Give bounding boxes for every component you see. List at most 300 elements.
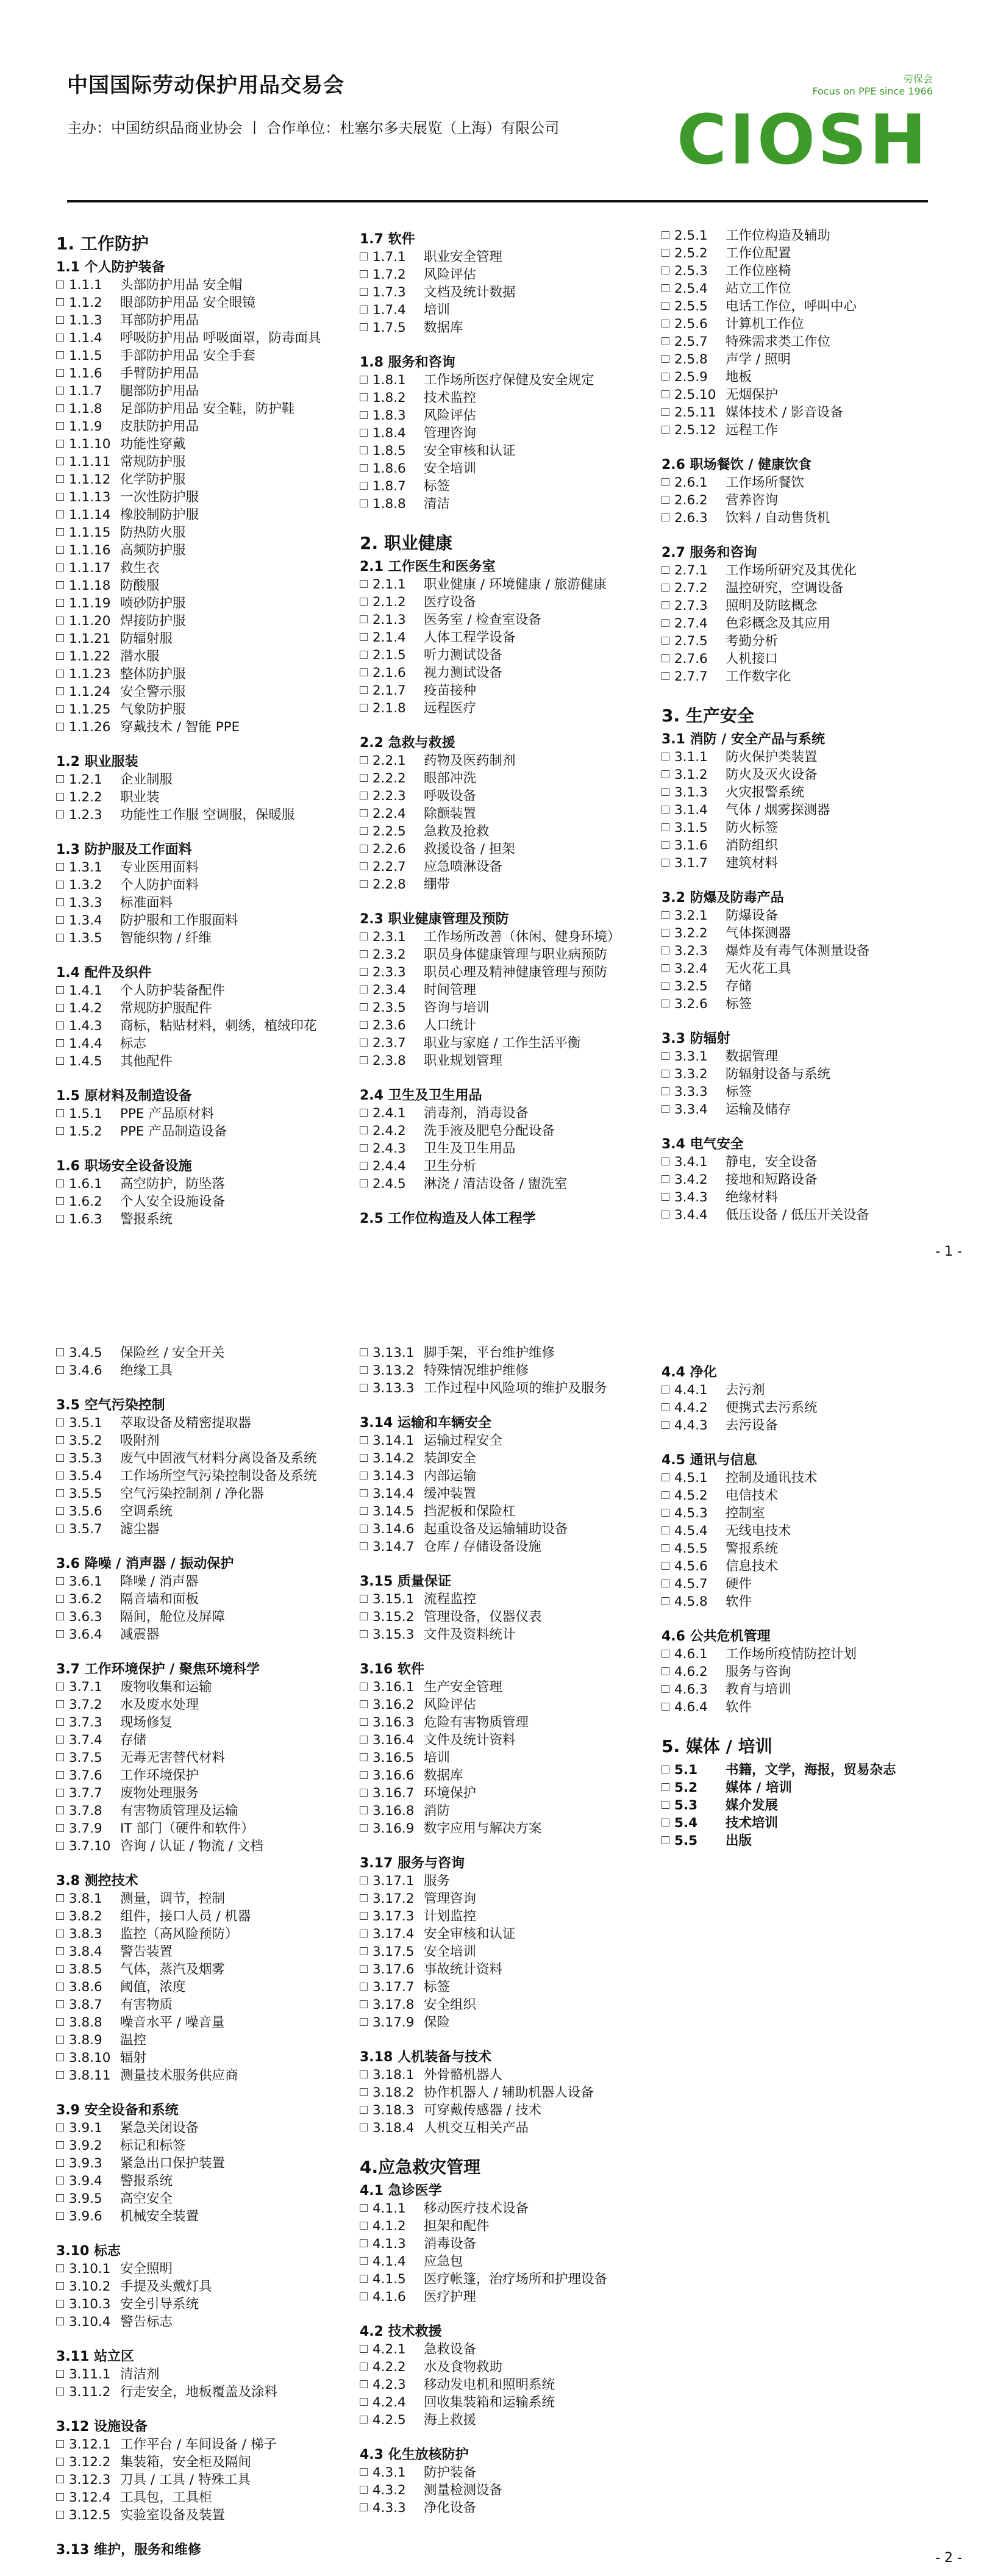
- checkbox[interactable]: [56, 1021, 64, 1029]
- checkbox[interactable]: [662, 231, 669, 239]
- checklist-item[interactable]: [56, 294, 349, 312]
- checklist-item[interactable]: [360, 1678, 652, 1696]
- checkbox[interactable]: [56, 422, 64, 430]
- checklist-item[interactable]: [56, 2172, 349, 2190]
- checkbox[interactable]: [56, 793, 64, 801]
- checkbox[interactable]: [56, 2141, 64, 2149]
- checklist-item[interactable]: [56, 806, 349, 824]
- checklist-item[interactable]: [662, 245, 954, 262]
- checkbox[interactable]: [56, 775, 64, 783]
- checklist-item[interactable]: [56, 1626, 349, 1644]
- checklist-item[interactable]: [360, 1802, 652, 1820]
- checklist-item[interactable]: [662, 1593, 954, 1611]
- checklist-item[interactable]: [56, 1837, 349, 1855]
- checkbox[interactable]: [56, 1983, 64, 1991]
- checklist-item[interactable]: [56, 859, 349, 876]
- checkbox[interactable]: [360, 2363, 368, 2370]
- checklist-item[interactable]: [360, 770, 652, 787]
- checklist-item[interactable]: [56, 1714, 349, 1731]
- checkbox[interactable]: [360, 1039, 368, 1046]
- checklist-item[interactable]: [360, 2270, 652, 2288]
- checklist-item[interactable]: [662, 766, 954, 784]
- checkbox[interactable]: [56, 1348, 64, 1356]
- checklist-item[interactable]: [360, 1943, 652, 1961]
- checkbox[interactable]: [662, 1667, 669, 1675]
- checkbox[interactable]: [360, 1348, 368, 1356]
- checklist-item[interactable]: [56, 1820, 349, 1837]
- checkbox[interactable]: [56, 2388, 64, 2395]
- checkbox[interactable]: [56, 475, 64, 483]
- checklist-item[interactable]: [360, 1140, 652, 1157]
- checkbox[interactable]: [56, 863, 64, 871]
- checkbox[interactable]: [56, 2300, 64, 2308]
- checkbox[interactable]: [56, 2317, 64, 2325]
- checkbox[interactable]: [360, 809, 368, 817]
- checklist-item[interactable]: [360, 752, 652, 770]
- checkbox[interactable]: [56, 2053, 64, 2061]
- checkbox[interactable]: [360, 429, 368, 437]
- checkbox[interactable]: [56, 1930, 64, 1937]
- checklist-item[interactable]: [56, 2313, 349, 2331]
- checklist-item[interactable]: [360, 2411, 652, 2429]
- checklist-item[interactable]: [662, 1761, 954, 1779]
- checklist-item[interactable]: [360, 2481, 652, 2499]
- checkbox[interactable]: [662, 929, 669, 937]
- checkbox[interactable]: [56, 2000, 64, 2008]
- checkbox[interactable]: [360, 2222, 368, 2230]
- checklist-item[interactable]: [360, 1820, 652, 1837]
- checkbox[interactable]: [56, 898, 64, 906]
- checklist-item[interactable]: [56, 1943, 349, 1961]
- checklist-item[interactable]: [56, 894, 349, 912]
- checkbox[interactable]: [360, 774, 368, 782]
- checkbox[interactable]: [360, 499, 368, 507]
- checklist-item[interactable]: [360, 1450, 652, 1467]
- checkbox[interactable]: [662, 601, 669, 609]
- checklist-item[interactable]: [662, 978, 954, 995]
- checklist-item[interactable]: [662, 1171, 954, 1189]
- checkbox[interactable]: [360, 792, 368, 800]
- checklist-item[interactable]: [56, 2049, 349, 2067]
- checkbox[interactable]: [360, 2416, 368, 2424]
- checklist-item[interactable]: [662, 298, 954, 315]
- checkbox[interactable]: [662, 823, 669, 831]
- checklist-item[interactable]: [56, 2471, 349, 2489]
- checkbox[interactable]: [360, 393, 368, 401]
- checkbox[interactable]: [360, 1877, 368, 1884]
- checklist-item[interactable]: [662, 650, 954, 668]
- checkbox[interactable]: [56, 599, 64, 607]
- checklist-item[interactable]: [662, 837, 954, 854]
- checklist-item[interactable]: [56, 1467, 349, 1485]
- checklist-item[interactable]: [360, 840, 652, 858]
- checklist-item[interactable]: [56, 365, 349, 382]
- checklist-item[interactable]: [56, 1696, 349, 1714]
- checklist-item[interactable]: [56, 1908, 349, 1925]
- checklist-item[interactable]: [662, 1417, 954, 1434]
- checkbox[interactable]: [662, 964, 669, 972]
- checklist-item[interactable]: [360, 1485, 652, 1503]
- checklist-item[interactable]: [56, 542, 349, 559]
- checkbox[interactable]: [56, 1700, 64, 1708]
- checkbox[interactable]: [56, 1789, 64, 1797]
- checkbox[interactable]: [56, 1436, 64, 1444]
- checklist-item[interactable]: [662, 315, 954, 333]
- checkbox[interactable]: [662, 1070, 669, 1078]
- checklist-item[interactable]: [360, 999, 652, 1017]
- checkbox[interactable]: [360, 845, 368, 853]
- checkbox[interactable]: [56, 1771, 64, 1779]
- checklist-item[interactable]: [56, 1344, 349, 1362]
- checkbox[interactable]: [56, 1894, 64, 1902]
- checkbox[interactable]: [56, 1179, 64, 1187]
- checkbox[interactable]: [56, 334, 64, 342]
- checklist-item[interactable]: [360, 2235, 652, 2253]
- checkbox[interactable]: [56, 881, 64, 889]
- checkbox[interactable]: [360, 1144, 368, 1152]
- checklist-item[interactable]: [56, 1802, 349, 1820]
- checkbox[interactable]: [360, 1630, 368, 1638]
- checklist-item[interactable]: [662, 942, 954, 960]
- checkbox[interactable]: [56, 1366, 64, 1374]
- checkbox[interactable]: [360, 1366, 368, 1374]
- checklist-item[interactable]: [662, 1832, 954, 1850]
- checkbox[interactable]: [56, 1947, 64, 1955]
- checkbox[interactable]: [360, 2486, 368, 2494]
- checkbox[interactable]: [360, 376, 368, 384]
- checkbox[interactable]: [360, 968, 368, 976]
- checkbox[interactable]: [360, 668, 368, 676]
- checklist-item[interactable]: [56, 912, 349, 929]
- checkbox[interactable]: [360, 2468, 368, 2476]
- checklist-item[interactable]: [360, 611, 652, 629]
- checkbox[interactable]: [360, 252, 368, 260]
- checkbox[interactable]: [360, 651, 368, 659]
- checklist-item[interactable]: [662, 562, 954, 579]
- checklist-item[interactable]: [360, 1503, 652, 1520]
- checkbox[interactable]: [360, 288, 368, 296]
- checklist-item[interactable]: [56, 1035, 349, 1053]
- checklist-item[interactable]: [56, 665, 349, 683]
- checklist-item[interactable]: [360, 946, 652, 964]
- checklist-item[interactable]: [360, 266, 652, 284]
- checklist-item[interactable]: [360, 1978, 652, 1996]
- checklist-item[interactable]: [360, 284, 652, 301]
- checklist-item[interactable]: [56, 1017, 349, 1035]
- checklist-item[interactable]: [56, 1450, 349, 1467]
- checkbox[interactable]: [360, 1930, 368, 1937]
- checklist-item[interactable]: [56, 559, 349, 577]
- checklist-item[interactable]: [360, 646, 652, 664]
- checkbox[interactable]: [56, 281, 64, 288]
- checklist-item[interactable]: [662, 1814, 954, 1832]
- checkbox[interactable]: [360, 1789, 368, 1797]
- checkbox[interactable]: [360, 1683, 368, 1690]
- checkbox[interactable]: [360, 2000, 368, 2008]
- checklist-item[interactable]: [360, 1432, 652, 1450]
- checklist-item[interactable]: [56, 1925, 349, 1943]
- checklist-item[interactable]: [56, 2366, 349, 2383]
- checklist-item[interactable]: [360, 682, 652, 699]
- checklist-item[interactable]: [56, 2119, 349, 2137]
- checklist-item[interactable]: [56, 2295, 349, 2313]
- checklist-item[interactable]: [662, 1469, 954, 1487]
- checkbox[interactable]: [56, 1753, 64, 1761]
- checklist-item[interactable]: [56, 2506, 349, 2524]
- checkbox[interactable]: [360, 464, 368, 472]
- checklist-item[interactable]: [56, 400, 349, 418]
- checkbox[interactable]: [360, 580, 368, 588]
- checkbox[interactable]: [662, 267, 669, 274]
- checkbox[interactable]: [360, 2123, 368, 2131]
- checkbox[interactable]: [56, 1039, 64, 1047]
- checkbox[interactable]: [56, 1127, 64, 1135]
- checkbox[interactable]: [360, 2239, 368, 2247]
- checklist-item[interactable]: [56, 1362, 349, 1379]
- checkbox[interactable]: [56, 457, 64, 465]
- checkbox[interactable]: [360, 1771, 368, 1779]
- checkbox[interactable]: [662, 1703, 669, 1711]
- checklist-item[interactable]: [360, 1157, 652, 1175]
- checklist-item[interactable]: [56, 382, 349, 400]
- checklist-item[interactable]: [56, 1520, 349, 1538]
- checklist-item[interactable]: [662, 227, 954, 245]
- checklist-item[interactable]: [56, 1414, 349, 1432]
- checklist-item[interactable]: [662, 1101, 954, 1118]
- checklist-item[interactable]: [56, 418, 349, 435]
- checklist-item[interactable]: [360, 1175, 652, 1193]
- checklist-item[interactable]: [360, 1784, 652, 1802]
- checklist-item[interactable]: [662, 404, 954, 421]
- checkbox[interactable]: [662, 584, 669, 592]
- checkbox[interactable]: [56, 723, 64, 731]
- checklist-item[interactable]: [662, 784, 954, 801]
- checkbox[interactable]: [662, 946, 669, 954]
- checklist-item[interactable]: [662, 819, 954, 837]
- checklist-item[interactable]: [56, 1678, 349, 1696]
- checkbox[interactable]: [56, 634, 64, 642]
- checklist-item[interactable]: [360, 1925, 652, 1943]
- checklist-item[interactable]: [360, 2084, 652, 2102]
- checkbox[interactable]: [662, 496, 669, 504]
- checkbox[interactable]: [56, 1612, 64, 1620]
- checklist-item[interactable]: [360, 1908, 652, 1925]
- checklist-item[interactable]: [360, 1749, 652, 1767]
- checkbox[interactable]: [56, 1806, 64, 1814]
- checkbox[interactable]: [56, 916, 64, 924]
- checkbox[interactable]: [662, 619, 669, 627]
- checklist-item[interactable]: [56, 1053, 349, 1070]
- checkbox[interactable]: [360, 1003, 368, 1011]
- checkbox[interactable]: [360, 411, 368, 419]
- checkbox[interactable]: [56, 986, 64, 994]
- checklist-item[interactable]: [360, 301, 652, 319]
- checklist-item[interactable]: [360, 2394, 652, 2411]
- checkbox[interactable]: [662, 1491, 669, 1499]
- checklist-item[interactable]: [662, 995, 954, 1013]
- checkbox[interactable]: [360, 1595, 368, 1603]
- checkbox[interactable]: [360, 1525, 368, 1533]
- checkbox[interactable]: [360, 827, 368, 835]
- checkbox[interactable]: [56, 1454, 64, 1462]
- checkbox[interactable]: [662, 373, 669, 381]
- checkbox[interactable]: [360, 1489, 368, 1497]
- checkbox[interactable]: [56, 2071, 64, 2079]
- checklist-item[interactable]: [360, 2376, 652, 2394]
- checkbox[interactable]: [662, 408, 669, 416]
- checklist-item[interactable]: [360, 2358, 652, 2376]
- checkbox[interactable]: [56, 1489, 64, 1497]
- checkbox[interactable]: [662, 859, 669, 867]
- checklist-item[interactable]: [662, 492, 954, 509]
- checklist-item[interactable]: [360, 928, 652, 946]
- checkbox[interactable]: [56, 2370, 64, 2378]
- checklist-item[interactable]: [662, 579, 954, 597]
- checklist-item[interactable]: [360, 664, 652, 682]
- checklist-item[interactable]: [56, 577, 349, 595]
- checklist-item[interactable]: [56, 982, 349, 1000]
- checklist-item[interactable]: [360, 2464, 652, 2481]
- checklist-item[interactable]: [56, 2067, 349, 2084]
- checkbox[interactable]: [56, 1912, 64, 1920]
- checklist-item[interactable]: [662, 1381, 954, 1399]
- checklist-item[interactable]: [360, 858, 652, 876]
- checklist-item[interactable]: [360, 787, 652, 805]
- checkbox[interactable]: [56, 2194, 64, 2202]
- checkbox[interactable]: [360, 686, 368, 694]
- checklist-item[interactable]: [56, 1503, 349, 1520]
- checklist-item[interactable]: [56, 1105, 349, 1123]
- checkbox[interactable]: [56, 316, 64, 324]
- checklist-item[interactable]: [56, 1175, 349, 1193]
- checkbox[interactable]: [56, 2123, 64, 2131]
- checklist-item[interactable]: [662, 1558, 954, 1575]
- checkbox[interactable]: [56, 1419, 64, 1426]
- checklist-item[interactable]: [662, 1681, 954, 1698]
- checklist-item[interactable]: [56, 2031, 349, 2049]
- checklist-item[interactable]: [56, 435, 349, 453]
- checklist-item[interactable]: [360, 805, 652, 823]
- checklist-item[interactable]: [56, 771, 349, 789]
- checklist-item[interactable]: [56, 1961, 349, 1978]
- checklist-item[interactable]: [662, 509, 954, 527]
- checkbox[interactable]: [360, 2292, 368, 2300]
- checklist-item[interactable]: [360, 876, 652, 893]
- checklist-item[interactable]: [56, 524, 349, 542]
- checkbox[interactable]: [56, 404, 64, 412]
- checklist-item[interactable]: [360, 371, 652, 389]
- checkbox[interactable]: [662, 1544, 669, 1552]
- checkbox[interactable]: [360, 2275, 368, 2283]
- checklist-item[interactable]: [360, 2066, 652, 2084]
- checkbox[interactable]: [662, 1386, 669, 1394]
- checkbox[interactable]: [56, 687, 64, 695]
- checkbox[interactable]: [56, 1472, 64, 1479]
- checklist-item[interactable]: [360, 1362, 652, 1379]
- checkbox[interactable]: [662, 1685, 669, 1693]
- checkbox[interactable]: [56, 1683, 64, 1690]
- checkbox[interactable]: [360, 2088, 368, 2096]
- checkbox[interactable]: [360, 1753, 368, 1761]
- checklist-item[interactable]: [360, 424, 652, 442]
- checkbox[interactable]: [360, 1806, 368, 1814]
- checkbox[interactable]: [360, 2070, 368, 2078]
- checkbox[interactable]: [360, 1542, 368, 1550]
- checkbox[interactable]: [360, 1912, 368, 1920]
- checkbox[interactable]: [360, 1824, 368, 1832]
- checklist-item[interactable]: [662, 1522, 954, 1540]
- checkbox[interactable]: [662, 1105, 669, 1113]
- checklist-item[interactable]: [662, 748, 954, 766]
- checkbox[interactable]: [360, 1472, 368, 1479]
- checkbox[interactable]: [56, 581, 64, 589]
- checkbox[interactable]: [360, 1179, 368, 1187]
- checkbox[interactable]: [360, 1126, 368, 1134]
- checklist-item[interactable]: [360, 2253, 652, 2270]
- checklist-item[interactable]: [56, 2383, 349, 2401]
- checklist-item[interactable]: [662, 1797, 954, 1814]
- checklist-item[interactable]: [360, 1996, 652, 2014]
- checklist-item[interactable]: [56, 1608, 349, 1626]
- checklist-item[interactable]: [56, 2278, 349, 2295]
- checklist-item[interactable]: [662, 351, 954, 368]
- checklist-item[interactable]: [360, 576, 652, 593]
- checklist-item[interactable]: [360, 1626, 652, 1644]
- checkbox[interactable]: [360, 932, 368, 940]
- checklist-item[interactable]: [662, 1487, 954, 1504]
- checklist-item[interactable]: [56, 2014, 349, 2031]
- checkbox[interactable]: [662, 1087, 669, 1095]
- checkbox[interactable]: [662, 1526, 669, 1534]
- checkbox[interactable]: [360, 1736, 368, 1744]
- checklist-item[interactable]: [662, 1083, 954, 1101]
- checkbox[interactable]: [56, 1507, 64, 1515]
- checkbox[interactable]: [56, 2212, 64, 2220]
- checklist-item[interactable]: [56, 789, 349, 806]
- checkbox[interactable]: [56, 564, 64, 571]
- checkbox[interactable]: [360, 2257, 368, 2265]
- checklist-item[interactable]: [662, 1504, 954, 1522]
- checklist-item[interactable]: [56, 471, 349, 488]
- checklist-item[interactable]: [662, 333, 954, 351]
- checklist-item[interactable]: [360, 964, 652, 981]
- checklist-item[interactable]: [56, 2190, 349, 2208]
- checklist-item[interactable]: [360, 2119, 652, 2137]
- checkbox[interactable]: [662, 320, 669, 327]
- checklist-item[interactable]: [56, 276, 349, 294]
- checkbox[interactable]: [662, 1597, 669, 1605]
- checklist-item[interactable]: [662, 925, 954, 942]
- checkbox[interactable]: [662, 770, 669, 778]
- checkbox[interactable]: [662, 1836, 669, 1844]
- checkbox[interactable]: [56, 369, 64, 377]
- checklist-item[interactable]: [360, 1872, 652, 1890]
- checkbox[interactable]: [662, 1801, 669, 1809]
- checklist-item[interactable]: [662, 1698, 954, 1716]
- checklist-item[interactable]: [360, 1052, 652, 1070]
- checkbox[interactable]: [56, 510, 64, 518]
- checklist-item[interactable]: [360, 442, 652, 460]
- checkbox[interactable]: [360, 880, 368, 888]
- checkbox[interactable]: [662, 355, 669, 363]
- checklist-item[interactable]: [56, 612, 349, 630]
- checkbox[interactable]: [56, 2440, 64, 2448]
- checklist-item[interactable]: [56, 683, 349, 701]
- checkbox[interactable]: [56, 1736, 64, 1744]
- checklist-item[interactable]: [360, 478, 652, 495]
- checklist-item[interactable]: [360, 823, 652, 840]
- checklist-item[interactable]: [56, 595, 349, 612]
